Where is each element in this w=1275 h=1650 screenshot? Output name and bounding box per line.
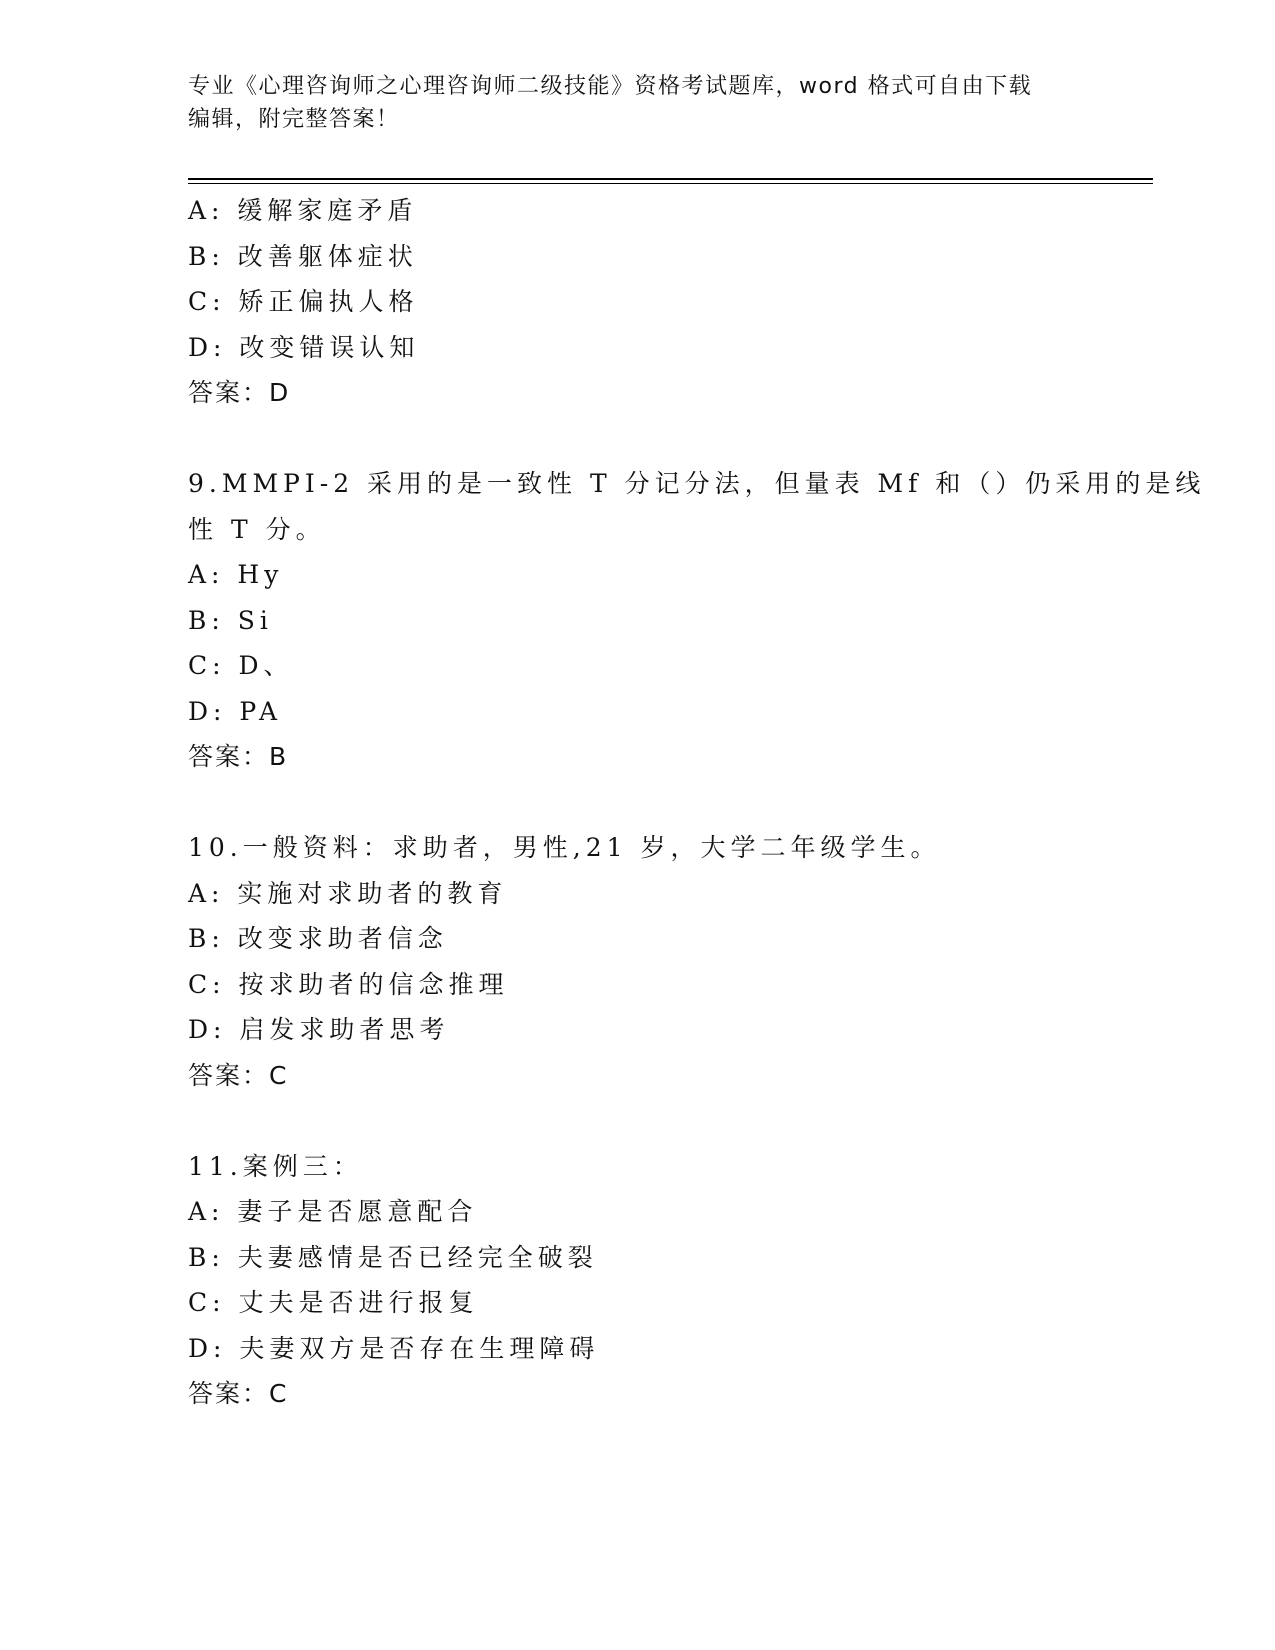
answer-line: 答案：D (188, 378, 291, 407)
option-a: A: 缓解家庭矛盾 (188, 196, 418, 225)
answer-line: 答案：C (188, 1379, 289, 1408)
header-divider-thin (188, 183, 1153, 184)
option-c: C: D、 (188, 651, 294, 680)
option-b: B: 改变求助者信念 (188, 924, 448, 953)
question-list (188, 188, 1206, 1417)
option-a: A: 实施对求助者的教育 (188, 878, 508, 908)
answer-line: 答案：C (188, 1060, 289, 1090)
spacer (188, 780, 1088, 826)
document-header (188, 70, 1088, 136)
spacer (188, 416, 1088, 462)
option-b: B: 改善躯体症状 (188, 241, 418, 271)
question-10 (188, 825, 1088, 1098)
question-11 (188, 1144, 1088, 1417)
option-d: D: 启发求助者思考 (188, 1015, 450, 1044)
header-line-1: 专业《心理咨询师之心理咨询师二级技能》资格考试题库，word 格式可自由下载 (188, 74, 1033, 99)
option-c: C: 矫正偏执人格 (188, 287, 419, 316)
option-d: D: PA (188, 696, 282, 726)
option-b: B: 夫妻感情是否已经完全破裂 (188, 1242, 598, 1272)
question-text-line-2: 性 T 分。 (188, 514, 326, 544)
question-text-line-1: 9.MMPI-2 采用的是一致性 T 分记分法，但量表 Mf 和（）仍采用的是线 (188, 469, 1206, 498)
header-divider-thick (188, 178, 1153, 180)
option-c: C: 按求助者的信念推理 (188, 969, 509, 999)
option-d: D: 改变错误认知 (188, 332, 420, 362)
question-text: 10.一般资料：求助者，男性,21 岁，大学二年级学生。 (188, 833, 941, 862)
option-a: A: Hy (188, 560, 284, 589)
spacer (188, 1098, 1088, 1144)
option-d: D: 夫妻双方是否存在生理障碍 (188, 1333, 600, 1363)
question-8 (188, 188, 1088, 416)
header-line-2: 编辑，附完整答案！ (188, 107, 400, 132)
option-b: B: Si (188, 605, 273, 635)
option-a: A: 妻子是否愿意配合 (188, 1197, 478, 1226)
question-9 (188, 461, 1206, 780)
question-text: 11.案例三： (188, 1151, 363, 1181)
answer-line: 答案：B (188, 742, 289, 771)
option-c: C: 丈夫是否进行报复 (188, 1288, 479, 1317)
